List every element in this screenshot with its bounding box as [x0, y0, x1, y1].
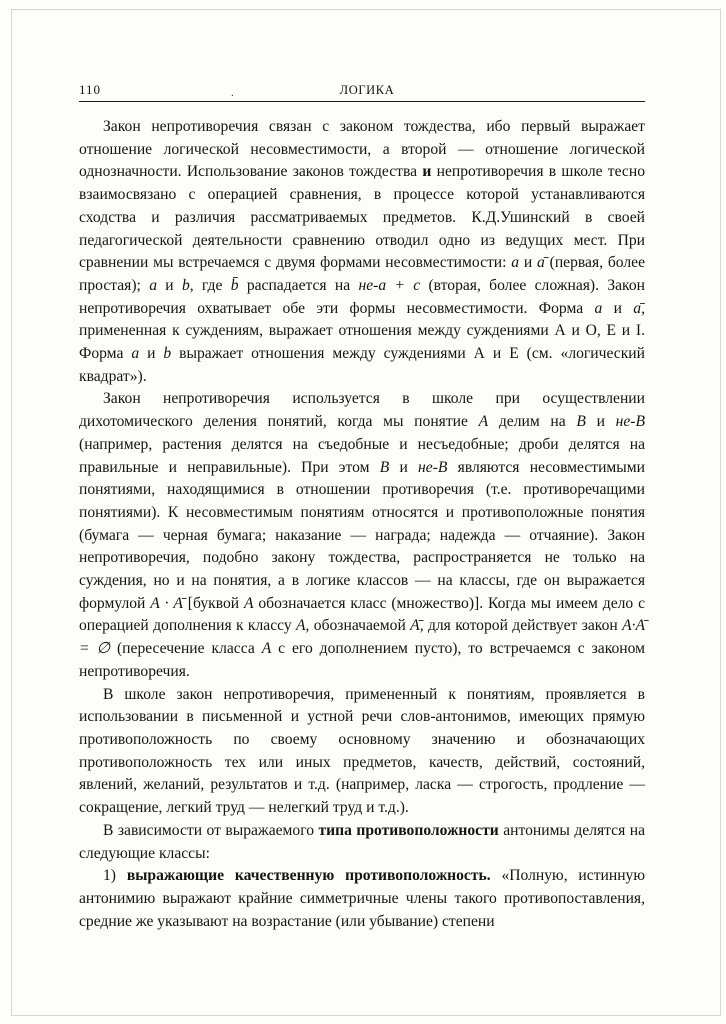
- text-run: выражает отношения между суждениями А и Е (см. «логический квадрат»).: [79, 345, 645, 385]
- text-run: и: [519, 254, 538, 272]
- paragraph: [79, 684, 645, 820]
- text-run: а̄: [537, 254, 545, 272]
- text-run: и: [602, 299, 634, 317]
- text-run: b̄: [230, 276, 239, 294]
- text-run: А: [243, 594, 254, 612]
- text-run: и: [585, 413, 616, 431]
- text-run: В: [576, 413, 586, 431]
- text-run: , где: [189, 276, 231, 294]
- text-run: b: [163, 345, 172, 363]
- text-run: для которой действует закон: [423, 617, 623, 635]
- text-run: делим на: [488, 413, 577, 431]
- text-run: (вторая, более сложная). Закон непротиворечия охватывает обе эти формы несовместимости. Форма: [79, 276, 645, 317]
- text-run: а: [149, 276, 157, 294]
- text-run: «Полную, истинную антонимию выражают крайние симметричные члены такого противопоставления, средние же указывают на возрастание (или убывание) степени: [79, 867, 645, 930]
- text-run: и: [422, 163, 432, 181]
- text-run: и: [139, 345, 164, 363]
- text-run: В: [379, 458, 390, 476]
- text-run: (пересечение класса: [110, 640, 262, 658]
- text-run: обозначается класс (множество)]. Когда мы имеем дело с операцией дополнения к классу: [79, 594, 645, 635]
- text-run: а: [594, 299, 603, 317]
- text-run: примененная к суждениям, выражает отношения между суждениями А и О, Е и I. Форма: [79, 322, 645, 363]
- text-run: А: [261, 640, 272, 658]
- text-run: являются несовместимыми понятиями, находящимися в отношении противоречия (т.е. противоречащими понятиями). К несовместимым понятиям относятся и противоположные понятия (бумага — черная бумага; наказание — награда; надежда — отчаяние). Закон непротиворечия, подобно закону тождества, распространяется не только на суждения, но и на понятия, а в логике классов — на классы, где он выражается формулой: [79, 458, 645, 612]
- text-run: А̄,: [410, 617, 424, 635]
- text-run: типа противоположности: [318, 821, 499, 839]
- text-run: (например, растения делятся на съедобные и несъедобные; дроби делятся на правильные и неправильные). При этом: [79, 435, 645, 476]
- paragraph: [79, 865, 645, 933]
- text-run: А: [478, 413, 489, 431]
- text-run: непротиворечия в школе тесно взаимосвязано с операцией сравнения, в процессе которой устанавливаются сходства и различия рассматриваемых предметов. К.Д.Ушинский в своей педагогической деятельности сравнению отводил одно из ведущих мест. При сравнении мы встречаемся с двумя формами несовместимости:: [79, 163, 645, 272]
- header-title: ЛОГИКА: [339, 83, 395, 97]
- text-run: 1): [103, 867, 127, 885]
- text-run: не-а + с: [358, 276, 421, 294]
- text-run: [буквой: [182, 594, 244, 612]
- text-block: [79, 116, 645, 933]
- text-run: и: [389, 458, 419, 476]
- text-run: А · А̄: [150, 594, 183, 612]
- text-run: обозначаемой: [309, 617, 411, 635]
- text-run: не-В: [418, 458, 448, 476]
- text-run: В школе закон непротиворечия, примененный к понятиям, проявляется в использовании в письменной и устной речи слов-антонимов, имеющих прямую противоположность по своему основному значению и обозначающих противоположность тех или иных предметов, качеств, действий, состояний, явлений, желаний, результатов и т.д. (например, ласка — строгость, продление — сокращение, легкий труд — нелегкий труд и т.д.).: [79, 685, 645, 817]
- paragraph: [79, 388, 645, 683]
- paragraph: [79, 820, 645, 865]
- text-run: А·А̄ = ∅: [79, 617, 646, 658]
- running-header: [79, 82, 645, 102]
- text-run: и: [156, 276, 182, 294]
- text-run: b: [181, 276, 190, 294]
- text-run: с его дополнением пусто), то встречаемся с законом непротиворечия.: [79, 640, 645, 680]
- text-run: а̄,: [633, 299, 645, 317]
- text-run: Закон непротиворечия используется в школе при осуществлении дихотомического деления понятий, когда мы понятие: [79, 390, 645, 431]
- page-number: 110: [79, 82, 102, 97]
- text-run: Закон непротиворечия связан с законом тождества, ибо первый выражает отношение логической несовместимости, а второй — отношение логической однозначности. Использование законов тождества: [79, 118, 645, 181]
- text-run: антонимы делятся на следующие классы:: [79, 821, 646, 862]
- text-run: А,: [296, 617, 310, 635]
- paragraph: [79, 116, 645, 388]
- text-run: (первая, более простая);: [79, 254, 645, 294]
- text-run: а: [511, 254, 520, 272]
- page-content: [79, 82, 645, 933]
- text-run: а: [131, 345, 140, 363]
- text-run: В зависимости от выражаемого: [103, 821, 319, 839]
- header-mark: .: [231, 87, 234, 99]
- text-run: не-В: [615, 413, 645, 431]
- text-run: выражающие качественную противоположность.: [126, 867, 491, 885]
- text-run: распадается на: [238, 276, 359, 294]
